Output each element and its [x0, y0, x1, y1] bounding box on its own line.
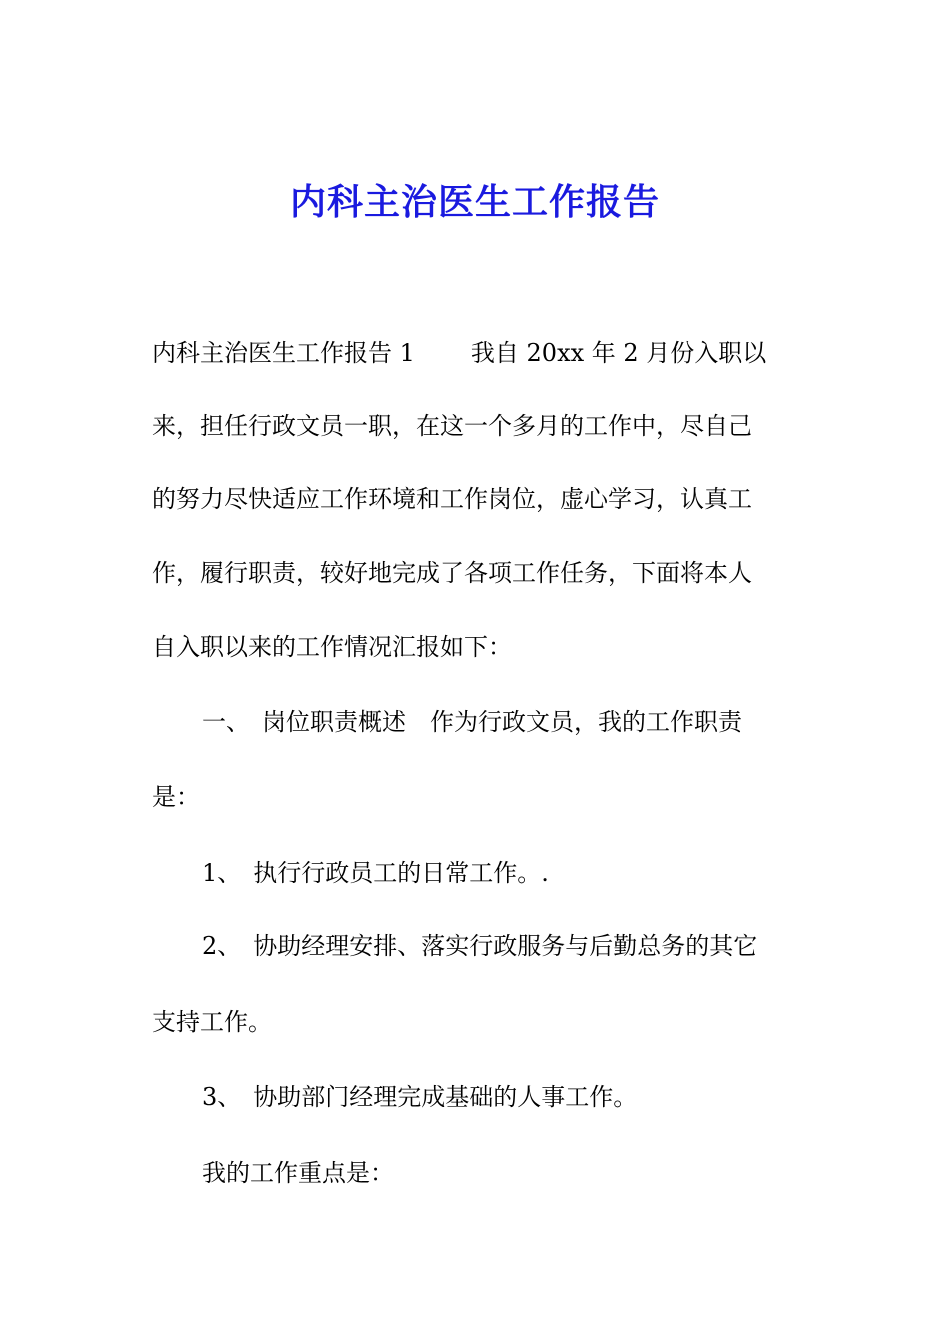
- paragraph-line-1: [152, 335, 812, 371]
- paragraph-line-2: 来，担任行政文员一职，在这一个多月的工作中，尽自己: [152, 412, 752, 440]
- paragraph-line-5: 自入职以来的工作情况汇报如下：: [152, 633, 512, 661]
- list-item-2-cont: 支持工作。: [152, 1008, 272, 1036]
- section-heading-line: 一、 岗位职责概述 作为行政文员，我的工作职责: [202, 708, 742, 736]
- paragraph-line-4: 作，履行职责，较好地完成了各项工作任务，下面将本人: [152, 559, 752, 587]
- report-heading-inline: 内科主治医生工作报告 1: [152, 339, 415, 367]
- focus-heading-line: 我的工作重点是：: [202, 1159, 394, 1187]
- list-item-3: 3、 协助部门经理完成基础的人事工作。: [202, 1083, 638, 1111]
- list-item-1: 1、 执行行政员工的日常工作。.: [202, 859, 549, 887]
- section-line-cont: 是：: [152, 783, 200, 811]
- list-item-2: 2、 协助经理安排、落实行政服务与后勤总务的其它: [202, 932, 758, 960]
- intro-start: 我自 20xx 年 2 月份入职以: [470, 339, 767, 367]
- document-title: 内科主治医生工作报告: [289, 181, 660, 223]
- paragraph-line-3: 的努力尽快适应工作环境和工作岗位，虚心学习，认真工: [152, 485, 752, 513]
